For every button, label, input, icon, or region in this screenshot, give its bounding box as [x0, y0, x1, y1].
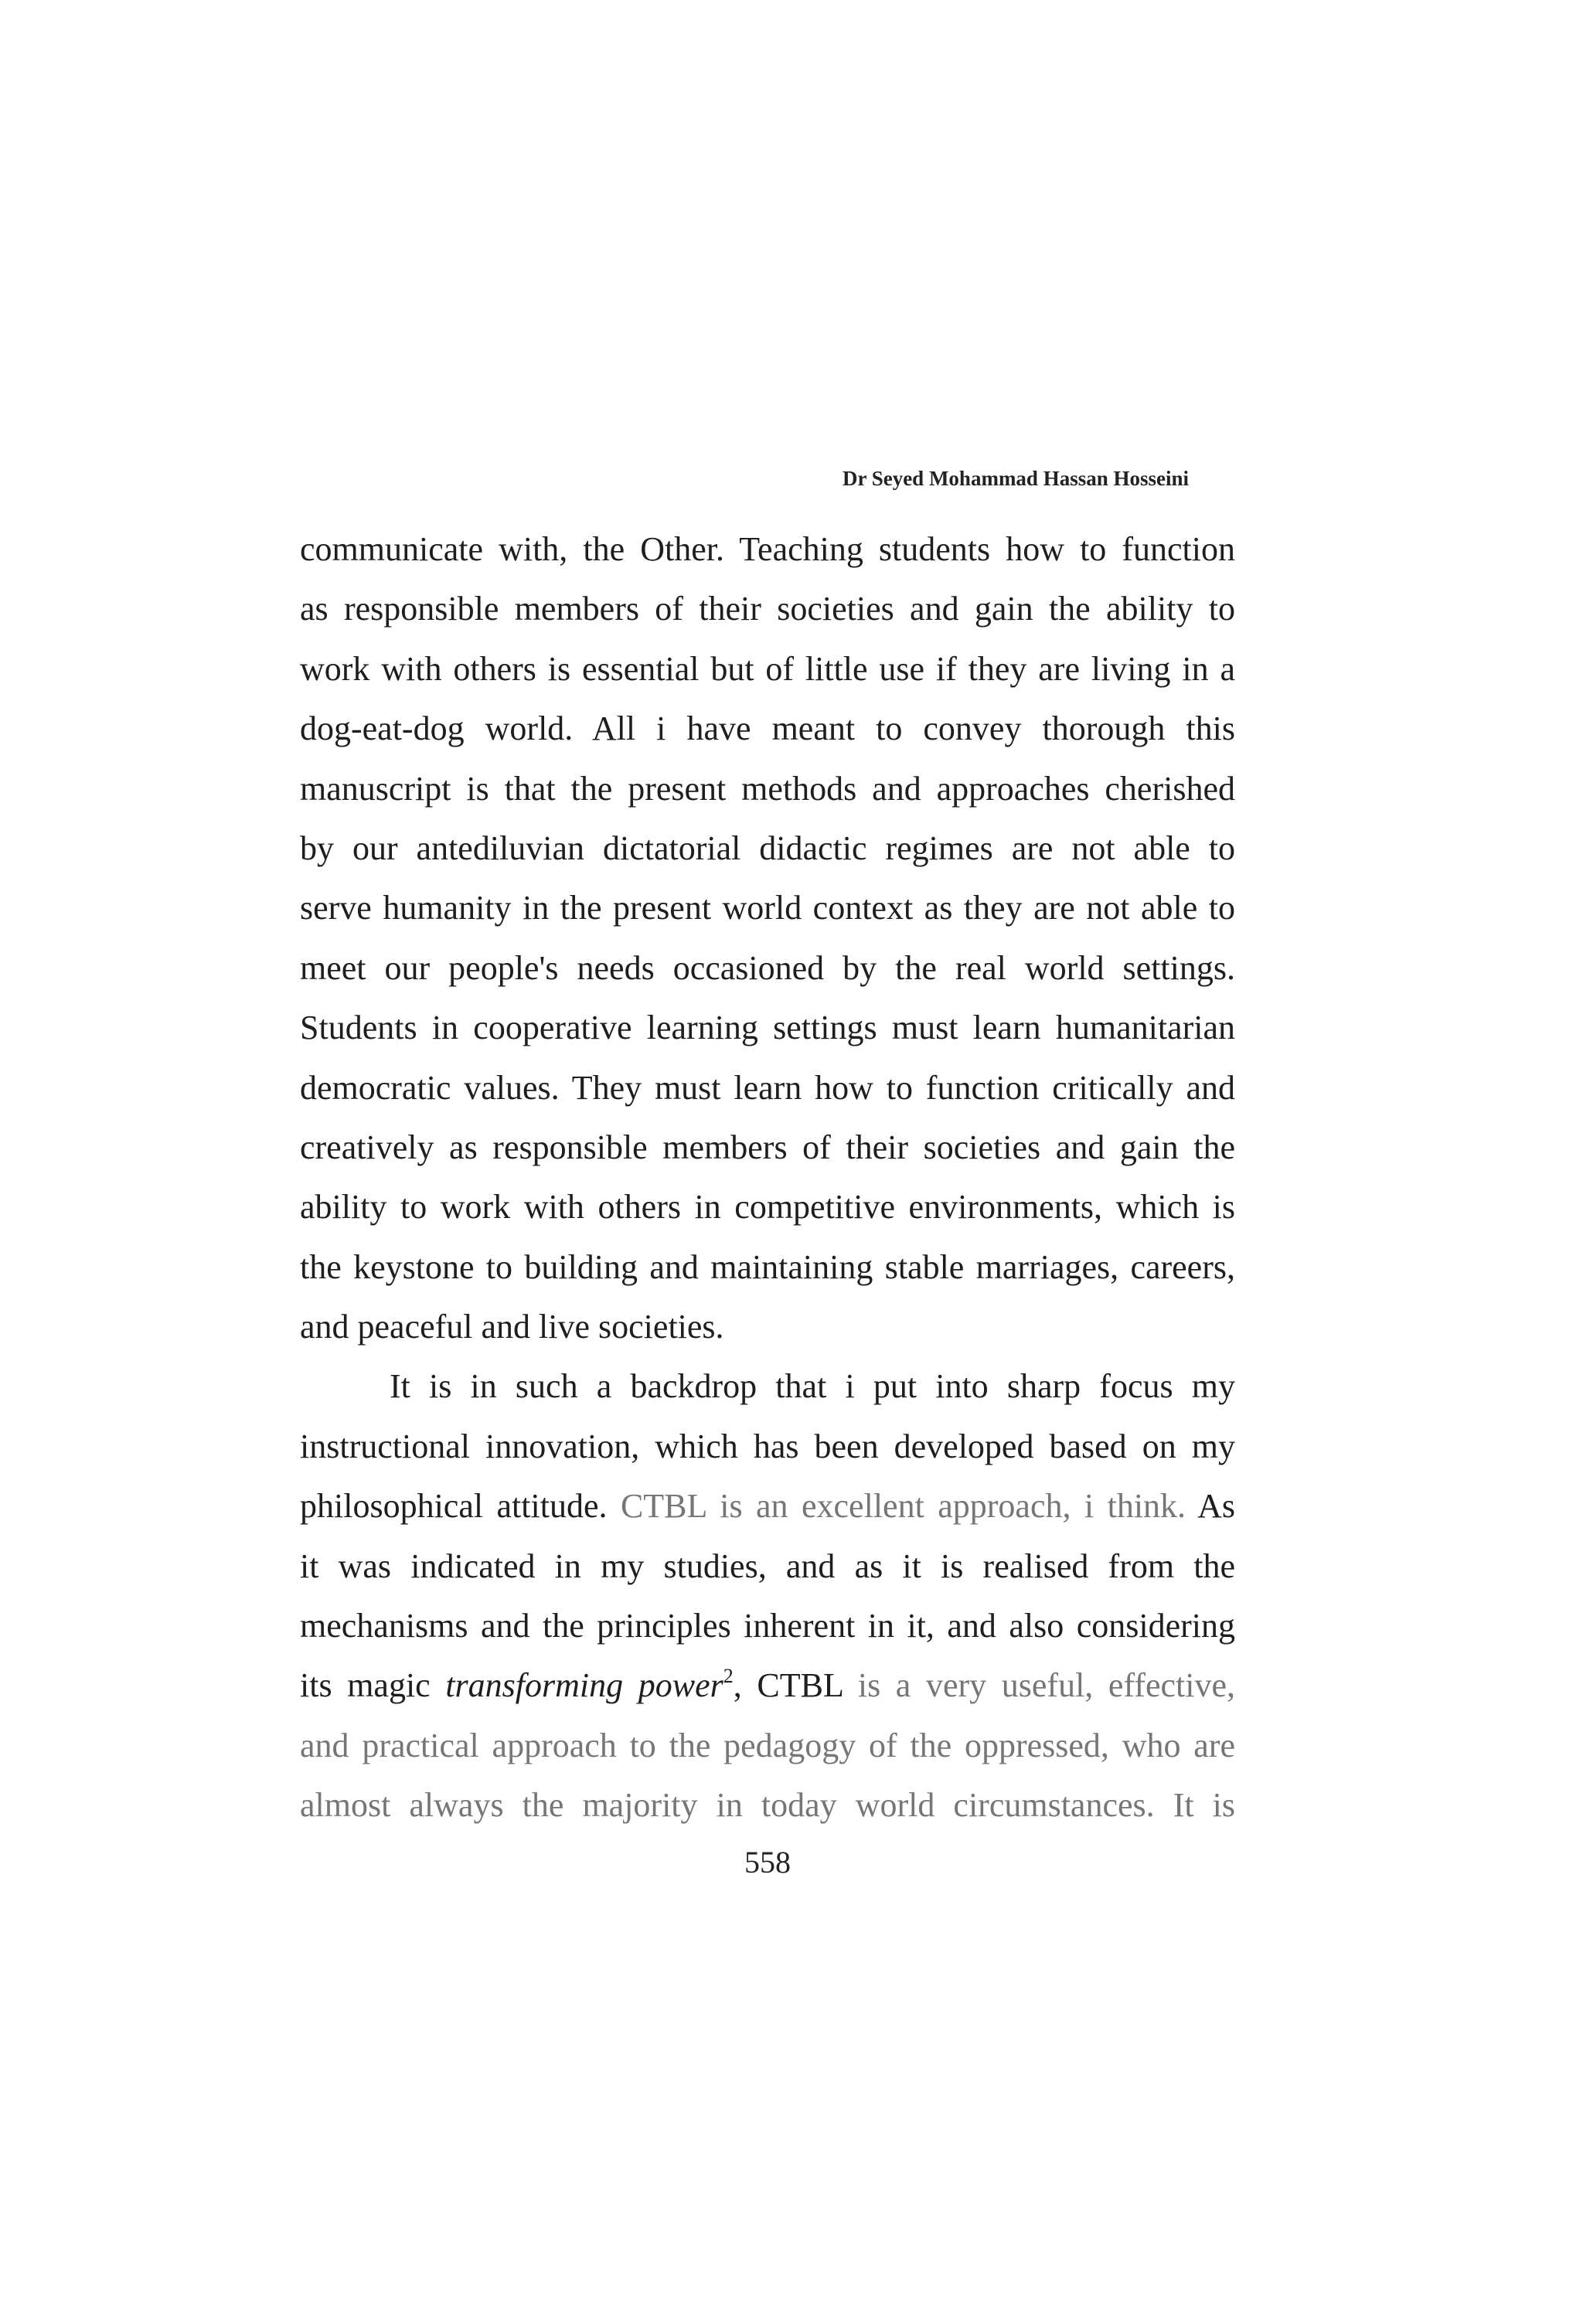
text-line: by our antediluvian dictatorial didactic regimes are not able to [300, 829, 1235, 867]
text-line: dog-eat-dog world. All i have meant to convey thorough this [300, 709, 1235, 748]
paragraph-end-line: and peaceful and live societies. [300, 1308, 724, 1346]
text-line: ability to work with others in competitive environments, which is [300, 1188, 1235, 1227]
text-line: serve humanity in the present world context as they are not able to [300, 889, 1235, 927]
text-run: , CTBL [733, 1666, 843, 1705]
text-line: Students in cooperative learning settings must learn humanitarian [300, 1009, 1235, 1047]
running-head-author: Dr Seyed Mohammad Hassan Hosseini [842, 467, 1189, 490]
text-line: it was indicated in my studies, and as it is realised from the [300, 1546, 1235, 1585]
text-line: communicate with, the Other. Teaching students how to function [300, 530, 1235, 568]
italic-term: transforming power [445, 1666, 723, 1705]
text-line: creatively as responsible members of their societies and gain the [300, 1128, 1235, 1166]
text-run: its magic [300, 1666, 431, 1705]
highlighted-text-run: CTBL is an excellent approach, i think. [620, 1487, 1186, 1526]
text-line: as responsible members of their societies and gain the ability to [300, 590, 1235, 628]
body-text [300, 519, 1235, 1836]
page-number: 558 [744, 1845, 791, 1880]
text-line: meet our people's needs occasioned by the real world settings. [300, 948, 1235, 987]
text-line: mechanisms and the principles inherent in it, and also considering [300, 1607, 1235, 1645]
text-run: As [1197, 1487, 1235, 1526]
footnote-marker: 2 [723, 1665, 734, 1688]
text-line: work with others is essential but of little use if they are living in a [300, 649, 1235, 688]
highlighted-text-line: and practical approach to the pedagogy of the oppressed, who are [300, 1726, 1235, 1764]
highlighted-text-run: is a very useful, effective, [857, 1666, 1235, 1705]
text-line: the keystone to building and maintaining stable marriages, careers, [300, 1247, 1235, 1286]
text-line-mixed [300, 1655, 1235, 1715]
text-line: manuscript is that the present methods and approaches cherished [300, 769, 1235, 808]
paragraph-start-line: It is in such a backdrop that i put into sharp focus my [390, 1367, 1235, 1406]
text-line: democratic values. They must learn how to function critically and [300, 1068, 1235, 1107]
text-line-mixed [300, 1476, 1235, 1536]
text-run: philosophical attitude. [300, 1487, 608, 1526]
highlighted-text-line: almost always the majority in today world circumstances. It is [300, 1786, 1235, 1825]
text-line: instructional innovation, which has been developed based on my [300, 1427, 1235, 1465]
